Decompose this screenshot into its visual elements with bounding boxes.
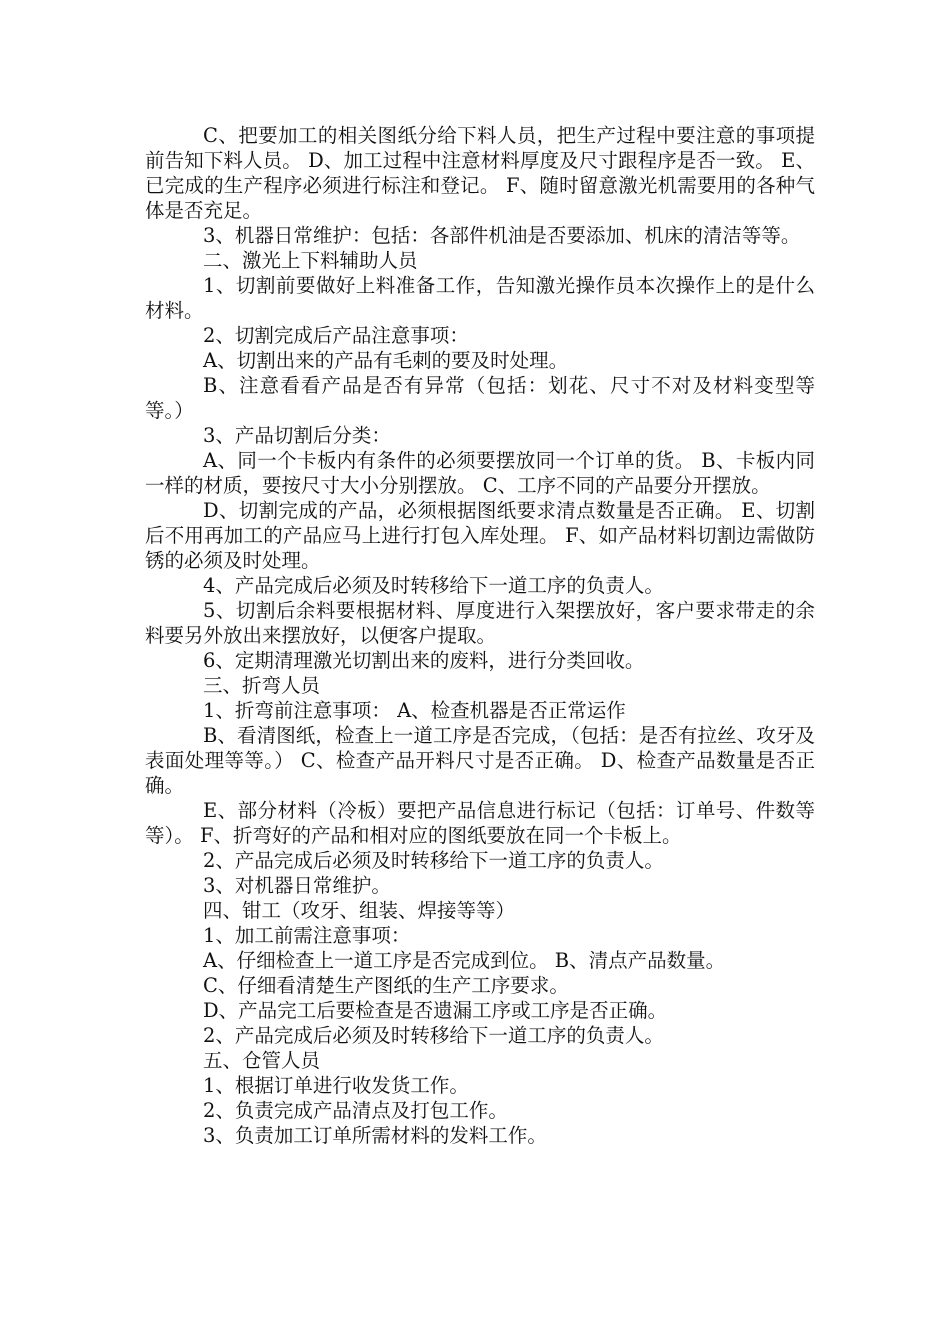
paragraph: B、看清图纸，检查上一道工序是否完成，（包括：是否有拉丝、攻牙及表面处理等等。） C、检查产品开料尺寸是否正确。 D、检查产品数量是否正确。 bbox=[145, 724, 815, 797]
section-heading: 三、折弯人员 bbox=[203, 674, 321, 697]
paragraph: 2、切割完成后产品注意事项： bbox=[203, 324, 469, 347]
section-heading: 四、钳工（攻牙、组装、焊接等等） bbox=[203, 899, 516, 922]
paragraph: A、同一个卡板内有条件的必须要摆放同一个订单的货。 B、卡板内同一样的材质，要按尺寸大小分别摆放。 C、工序不同的产品要分开摆放。 bbox=[145, 449, 815, 497]
paragraph: E、部分材料（冷板）要把产品信息进行标记（包括：订单号、件数等等）。 F、折弯好的产品和相对应的图纸要放在同一个卡板上。 bbox=[145, 799, 815, 847]
paragraph: 2、产品完成后必须及时转移给下一道工序的负责人。 bbox=[203, 1024, 664, 1047]
paragraph: B、注意看看产品是否有异常（包括：划花、尺寸不对及材料变型等等。） bbox=[145, 374, 815, 422]
paragraph: 6、定期清理激光切割出来的废料，进行分类回收。 bbox=[203, 649, 645, 672]
paragraph: D、切割完成的产品，必须根据图纸要求清点数量是否正确。 E、切割后不用再加工的产品应马上进行打包入库处理。 F、如产品材料切割边需做防锈的必须及时处理。 bbox=[145, 499, 815, 572]
paragraph: C、把要加工的相关图纸分给下料人员，把生产过程中要注意的事项提前告知下料人员。 D、加工过程中注意材料厚度及尺寸跟程序是否一致。 E、已完成的生产程序必须进行标注和登记。 F、随时留意激光机需要用的各种气体是否充足。 bbox=[145, 124, 815, 222]
paragraph: 1、折弯前注意事项： A、检查机器是否正常运作 bbox=[203, 699, 626, 722]
paragraph: 3、机器日常维护：包括：各部件机油是否要添加、机床的清洁等等。 bbox=[203, 224, 801, 247]
paragraph: 1、根据订单进行收发货工作。 bbox=[203, 1074, 469, 1097]
document-body bbox=[145, 123, 815, 1148]
paragraph: 1、切割前要做好上料准备工作，告知激光操作员本次操作上的是什么材料。 bbox=[145, 274, 815, 322]
paragraph: 2、负责完成产品清点及打包工作。 bbox=[203, 1099, 508, 1122]
paragraph: 3、对机器日常维护。 bbox=[203, 874, 391, 897]
paragraph: 2、产品完成后必须及时转移给下一道工序的负责人。 bbox=[203, 849, 664, 872]
paragraph: 3、产品切割后分类： bbox=[203, 424, 391, 447]
paragraph: A、仔细检查上一道工序是否完成到位。 B、清点产品数量。 bbox=[203, 949, 726, 972]
paragraph: 3、负责加工订单所需材料的发料工作。 bbox=[203, 1124, 547, 1147]
paragraph: A、切割出来的产品有毛刺的要及时处理。 bbox=[203, 349, 569, 372]
section-heading: 二、激光上下料辅助人员 bbox=[203, 249, 418, 272]
paragraph: 1、加工前需注意事项： bbox=[203, 924, 411, 947]
paragraph: D、产品完工后要检查是否遗漏工序或工序是否正确。 bbox=[203, 999, 668, 1022]
section-heading: 五、仓管人员 bbox=[203, 1049, 321, 1072]
paragraph: C、仔细看清楚生产图纸的生产工序要求。 bbox=[203, 974, 569, 997]
paragraph: 4、产品完成后必须及时转移给下一道工序的负责人。 bbox=[203, 574, 664, 597]
paragraph: 5、切割后余料要根据材料、厚度进行入架摆放好，客户要求带走的余料要另外放出来摆放好，以便客户提取。 bbox=[145, 599, 815, 647]
